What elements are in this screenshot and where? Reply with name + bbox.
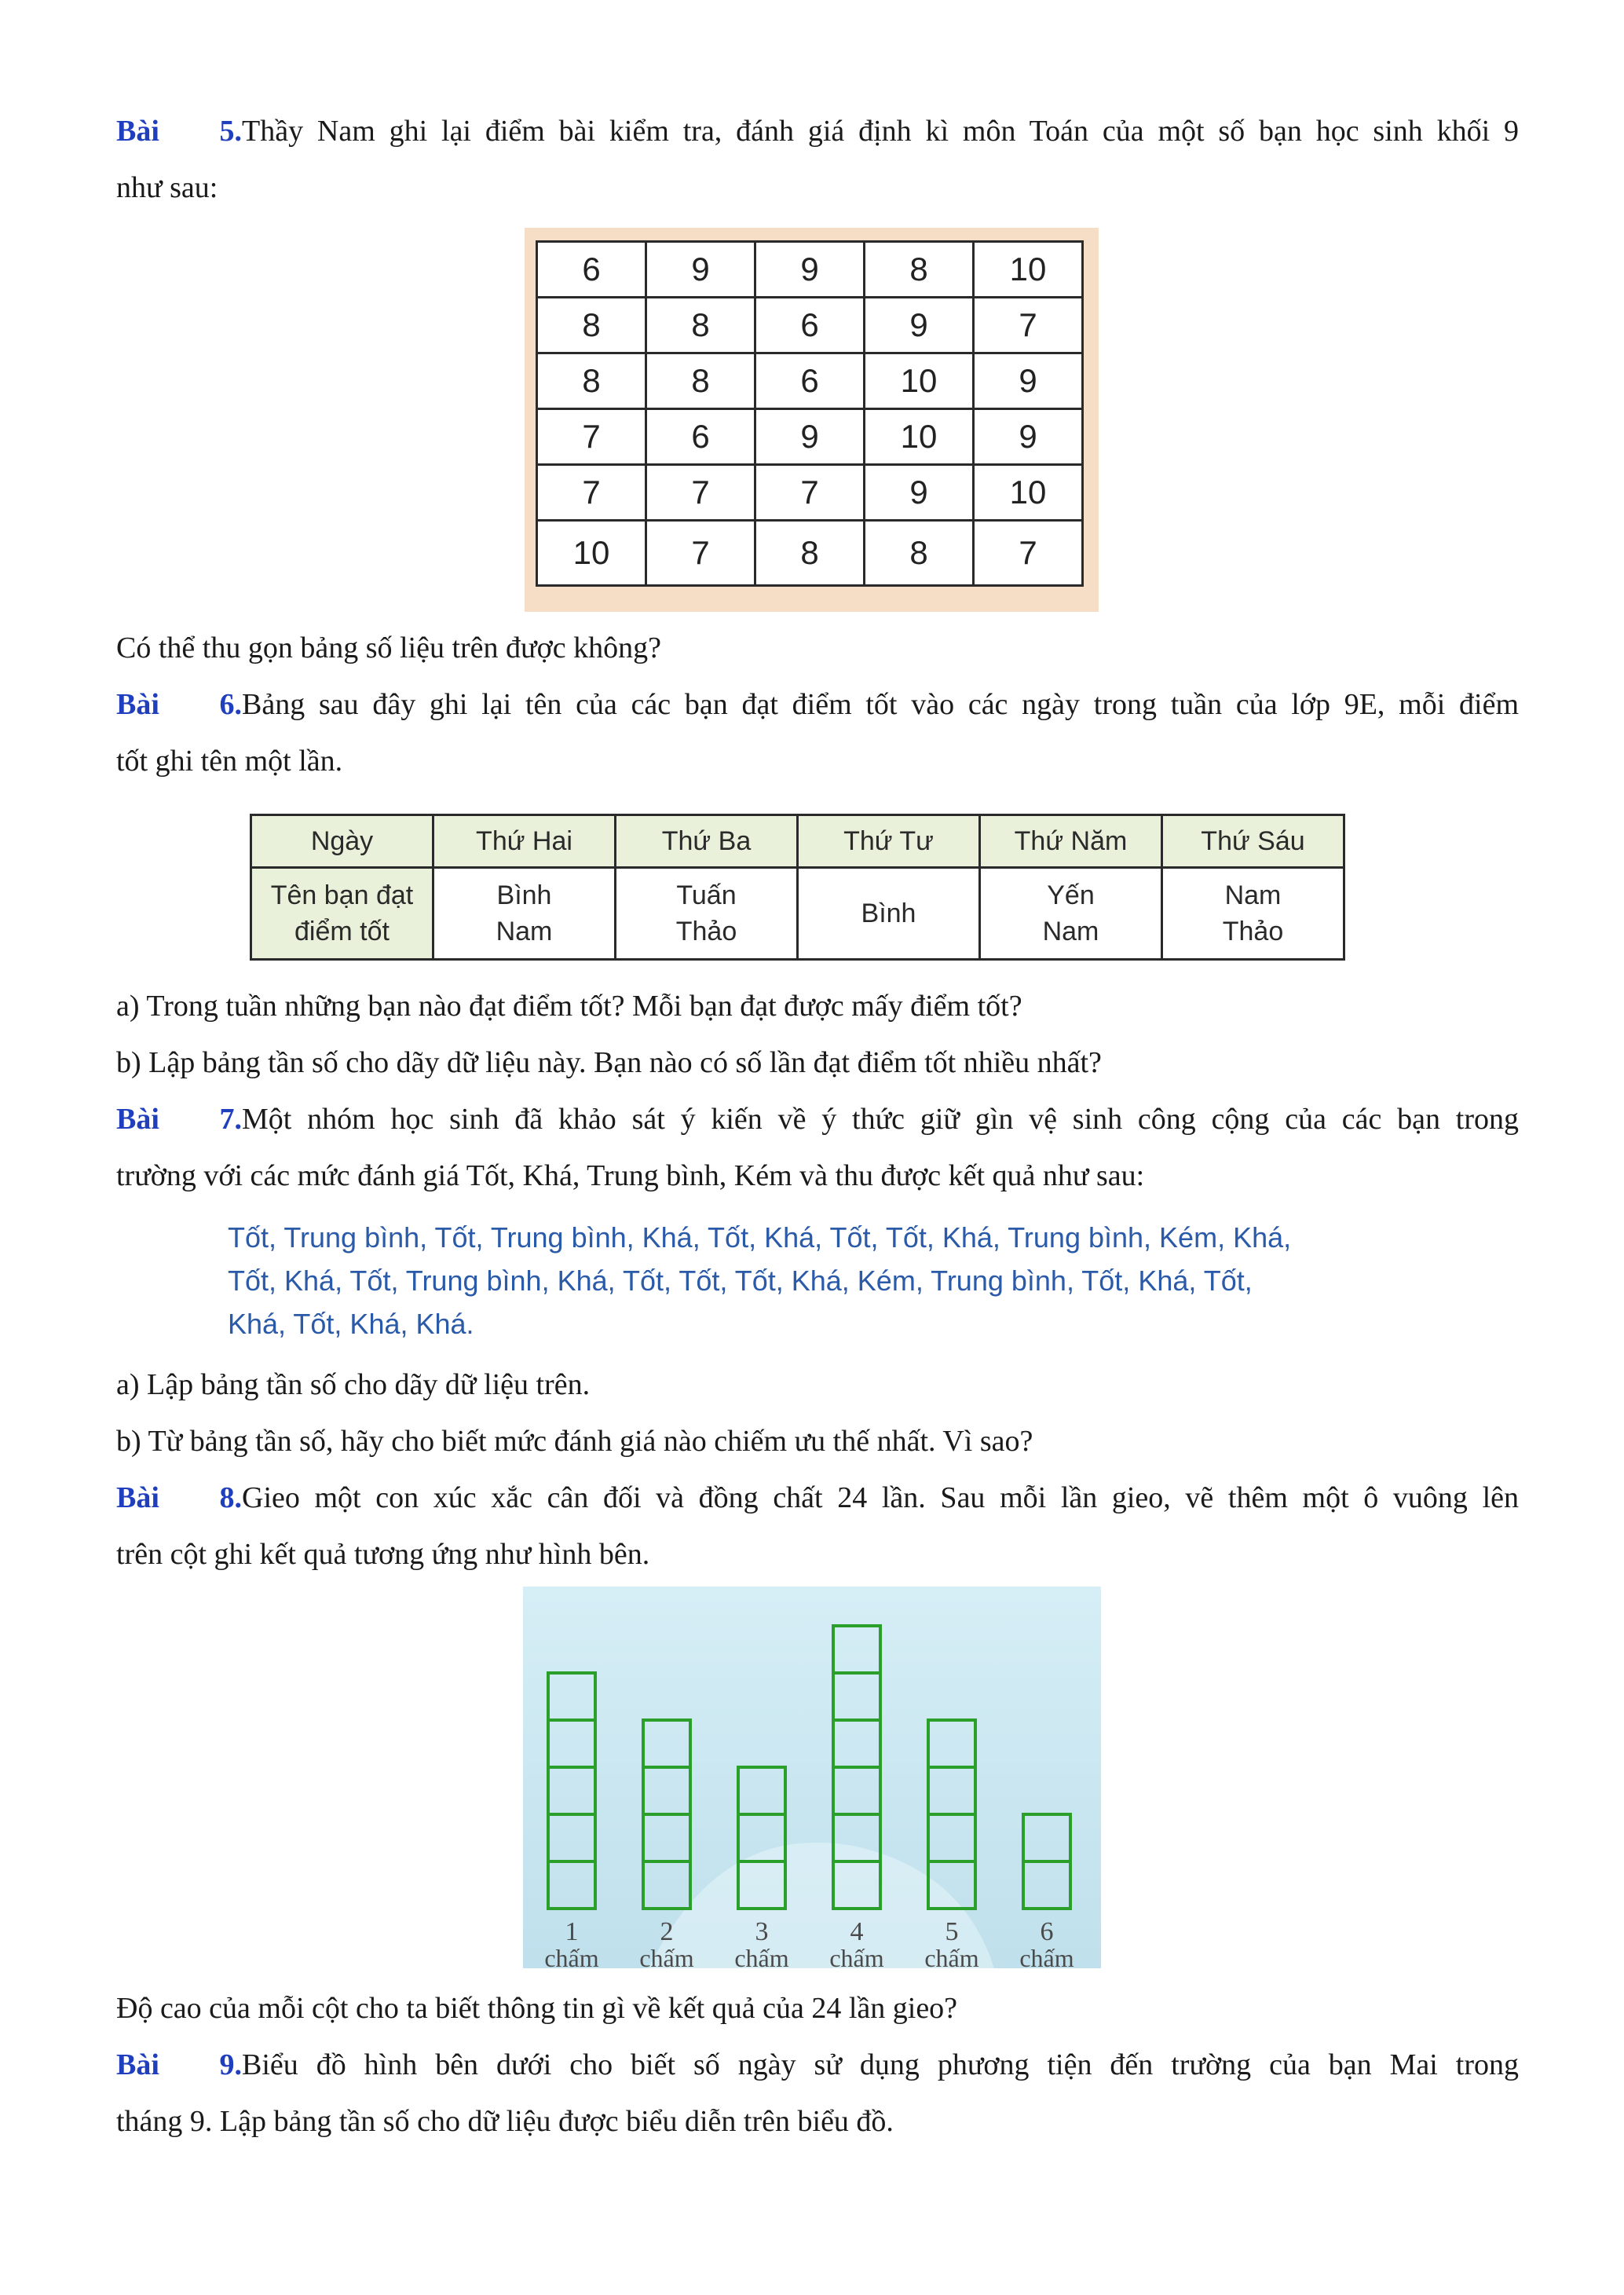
bai5-intro-line1 (116, 112, 1519, 151)
grid-cell: 8 (865, 521, 974, 586)
bai6-text1: Bảng sau đây ghi lại tên của các bạn đạt điểm tốt vào các ngày trong tuần của lớp 9E, mỗi điểm (242, 688, 1519, 721)
category-tick-label: 1 (565, 1917, 579, 1946)
grid-cell: 6 (646, 409, 755, 465)
bai7-data-line1: Tốt, Trung bình, Tốt, Trung bình, Khá, Tốt, Khá, Tốt, Tốt, Khá, Trung bình, Kém, Khá, (228, 1221, 1292, 1254)
grid-row (537, 465, 1083, 521)
grid-row (537, 353, 1083, 409)
bai5-question: Có thể thu gọn bảng số liệu trên được không? (116, 631, 661, 664)
grid-cell: 7 (646, 465, 755, 521)
bai6-question-a: a) Trong tuần những bạn nào đạt điểm tốt? Mỗi bạn đạt được mấy điểm tốt? (116, 990, 1022, 1023)
bai9-text1: Biểu đồ hình bên dưới cho biết số ngày sử dụng phương tiện đến trường của bạn Mai trong (242, 2048, 1519, 2081)
header-day: Ngày (251, 815, 433, 868)
grid-cell: 8 (537, 353, 646, 409)
header-weekday: Thứ Năm (980, 815, 1162, 868)
grid-cell: 10 (974, 465, 1083, 521)
grid-cell: 9 (865, 298, 974, 353)
row-label-line: điểm tốt (294, 917, 390, 946)
grid-cell: 7 (646, 521, 755, 586)
category-tick-label: 3 (755, 1917, 769, 1946)
grid-cell: 9 (755, 409, 865, 465)
bai5-intro-line2: như sau: (116, 171, 218, 204)
grid-cell: 6 (755, 353, 865, 409)
header-weekday: Thứ Hai (433, 815, 616, 868)
student-name: Tuấn (676, 880, 737, 910)
grid-row (537, 298, 1083, 353)
bai7-data-line2: Tốt, Khá, Tốt, Trung bình, Khá, Tốt, Tốt, Tốt, Khá, Kém, Trung bình, Tốt, Khá, Tốt, (228, 1265, 1253, 1297)
bai6-intro-line1 (116, 685, 1519, 724)
grid-row (537, 521, 1083, 586)
grid-cell: 7 (974, 521, 1083, 586)
bai7-text1: Một nhóm học sinh đã khảo sát ý kiến về ý thức giữ gìn vệ sinh công cộng của các bạn trong (242, 1103, 1519, 1136)
student-name: Nam (1224, 880, 1282, 910)
grid-cell: 10 (865, 353, 974, 409)
student-name: Nam (1042, 917, 1099, 946)
bai5-grid (536, 240, 1084, 587)
grid-cell: 10 (974, 242, 1083, 298)
student-name: Thảo (1222, 917, 1284, 946)
bai8-question: Độ cao của mỗi cột cho ta biết thông tin gì về kết quả của 24 lần gieo? (116, 1992, 958, 2025)
bai8-dice-chart (523, 1587, 1101, 1968)
bai8-label: Bài 8. (116, 1481, 242, 1514)
grid-cell: 7 (755, 465, 865, 521)
bai5-label: Bài 5. (116, 115, 242, 148)
bai8-text1: Gieo một con xúc xắc cân đối và đồng chất 24 lần. Sau mỗi lần gieo, vẽ thêm một ô vuông lên (242, 1481, 1519, 1514)
bai9-label: Bài 9. (116, 2048, 242, 2081)
bai7-survey-data (228, 1216, 1406, 1345)
category-tick-label: 5 (945, 1917, 959, 1946)
header-weekday: Thứ Ba (616, 815, 798, 868)
student-name: Nam (496, 917, 553, 946)
category-unit-label: chấm (639, 1944, 694, 1968)
grid-cell: 10 (537, 521, 646, 586)
category-unit-label: chấm (829, 1944, 884, 1968)
grid-cell: 8 (646, 298, 755, 353)
grid-cell: 8 (537, 298, 646, 353)
bai5-score-table (525, 228, 1099, 612)
header-weekday: Thứ Sáu (1162, 815, 1344, 868)
grid-cell: 8 (865, 242, 974, 298)
names-cell (1162, 868, 1344, 960)
grid-row (537, 409, 1083, 465)
grid-cell: 9 (865, 465, 974, 521)
bai9-intro-line1 (116, 2045, 1519, 2085)
bai9-intro-line2: tháng 9. Lập bảng tần số cho dữ liệu được biểu diễn trên biểu đồ. (116, 2105, 894, 2138)
grid-cell: 7 (974, 298, 1083, 353)
row-label-line: Tên bạn đạt (270, 880, 414, 910)
bai6-label: Bài 6. (116, 688, 242, 721)
bai7-data-line3: Khá, Tốt, Khá, Khá. (228, 1308, 474, 1340)
grid-cell: 9 (974, 353, 1083, 409)
bai7-intro-line2: trường với các mức đánh giá Tốt, Khá, Trung bình, Kém và thu được kết quả như sau: (116, 1159, 1145, 1192)
names-cell (798, 868, 980, 960)
bai5-text1: Thầy Nam ghi lại điểm bài kiểm tra, đánh giá định kì môn Toán của một số bạn học sinh khối 9 (242, 115, 1519, 148)
grid-cell: 7 (537, 409, 646, 465)
bai7-intro-line1 (116, 1100, 1519, 1139)
grid-cell: 10 (865, 409, 974, 465)
bai7-question-a: a) Lập bảng tần số cho dãy dữ liệu trên. (116, 1368, 591, 1401)
bai6-intro-line2: tốt ghi tên một lần. (116, 745, 343, 778)
category-unit-label: chấm (1019, 1944, 1074, 1968)
category-tick-label: 6 (1040, 1917, 1054, 1946)
grid-cell: 7 (537, 465, 646, 521)
names-cell (616, 868, 798, 960)
grid-cell: 9 (755, 242, 865, 298)
bai8-intro-line1 (116, 1478, 1519, 1517)
category-tick-label: 2 (660, 1917, 674, 1946)
grid-cell: 6 (537, 242, 646, 298)
bai7-label: Bài 7. (116, 1103, 242, 1136)
category-tick-label: 4 (850, 1917, 864, 1946)
bai7-question-b: b) Từ bảng tần số, hãy cho biết mức đánh giá nào chiếm ưu thế nhất. Vì sao? (116, 1425, 1033, 1458)
grid-cell: 9 (646, 242, 755, 298)
grid-cell: 8 (646, 353, 755, 409)
bai6-good-marks-table (250, 814, 1345, 961)
student-name: Bình (496, 880, 552, 910)
bai8-intro-line2: trên cột ghi kết quả tương ứng như hình bên. (116, 1538, 650, 1571)
names-cell (980, 868, 1162, 960)
grid-cell: 8 (755, 521, 865, 586)
category-unit-label: chấm (734, 1944, 789, 1968)
category-unit-label: chấm (544, 1944, 599, 1968)
bai6-question-b: b) Lập bảng tần số cho dãy dữ liệu này. Bạn nào có số lần đạt điểm tốt nhiều nhất? (116, 1046, 1102, 1079)
row-label (251, 868, 433, 960)
category-unit-label: chấm (924, 1944, 979, 1968)
student-name: Thảo (675, 917, 737, 946)
student-name: Bình (861, 899, 916, 928)
header-weekday: Thứ Tư (798, 815, 980, 868)
names-cell (433, 868, 616, 960)
grid-cell: 9 (974, 409, 1083, 465)
grid-cell: 6 (755, 298, 865, 353)
student-name: Yến (1047, 880, 1095, 910)
grid-row (537, 242, 1083, 298)
